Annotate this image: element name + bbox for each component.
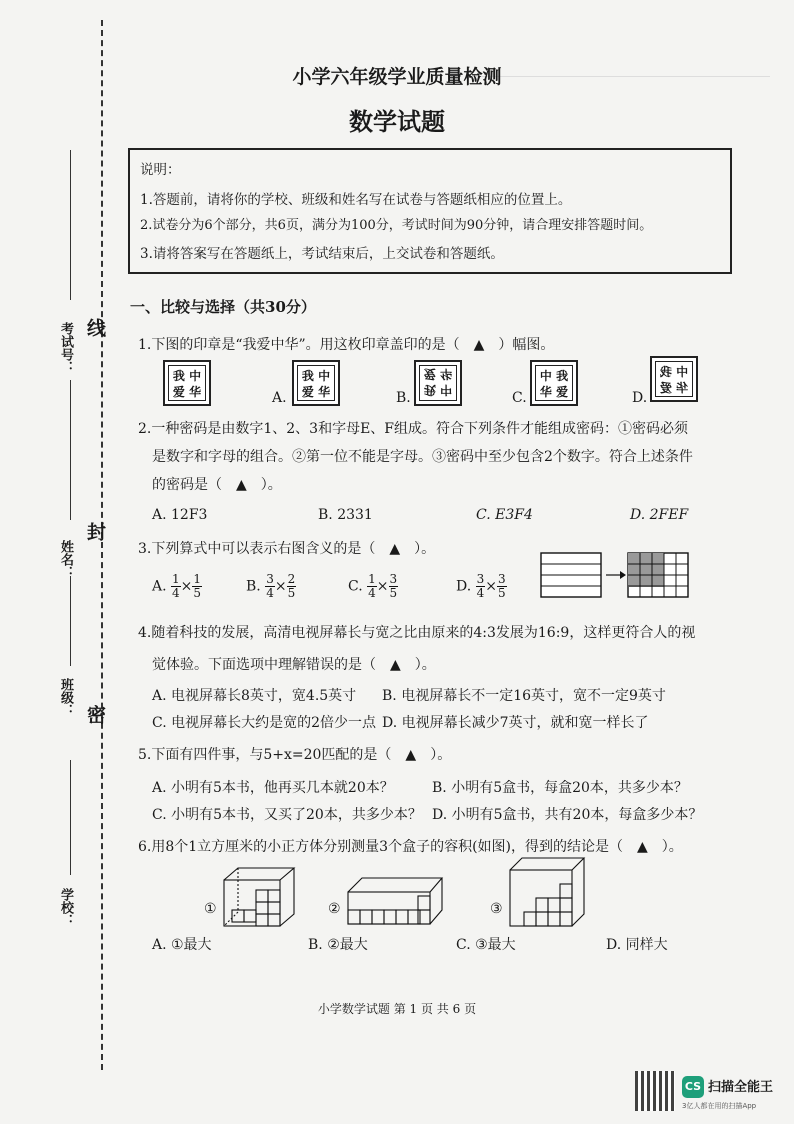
name-label: 姓名： <box>58 540 73 579</box>
q6-fig2-label: ② <box>328 901 341 917</box>
fraction: $\frac{1}{4}$ <box>368 572 376 600</box>
q4-option-c: C. 电视屏幕长大约是宽的2倍少一点 <box>152 715 377 731</box>
exam-title: 小学六年级学业质量检测 <box>292 66 502 88</box>
q1-stamp-original <box>163 360 211 406</box>
q3-option-b: B. $\frac{3}{4}$ × $\frac{2}{5}$ <box>246 572 296 600</box>
name-blank <box>70 380 71 520</box>
q1-option-a: A. <box>272 390 287 406</box>
q5-option-b: B. 小明有5盒书，每盒20本，共多少本？ <box>432 780 688 796</box>
q3-label-b: B. <box>246 578 261 595</box>
q6-option-c: C. ③最大 <box>456 937 516 953</box>
q1-option-d: D. <box>632 390 648 406</box>
q2-option-b: B. 2331 <box>318 507 373 523</box>
q2-line1: 2.一种密码是由数字1、2、3和字母E、F组成。符合下列条件才能组成密码：①密码必须 <box>138 421 689 437</box>
q1-stamp-b <box>414 360 462 406</box>
q1-stamp-a <box>292 360 340 406</box>
fraction: $\frac{1}{4}$ <box>172 572 180 600</box>
q4-option-d: D. 电视屏幕长减少7英寸，就和宽一样长了 <box>382 715 649 731</box>
fraction: $\frac{3}{5}$ <box>498 572 506 600</box>
instruction-1: 1.答题前，请将你的学校、班级和姓名写在试卷与答题纸相应的位置上。 <box>140 192 572 208</box>
exam-number-blank <box>70 150 71 300</box>
q2-line3: 的密码是（ ▲ ）。 <box>152 477 282 493</box>
q6-fig3-label: ③ <box>490 901 503 917</box>
school-blank <box>70 760 71 875</box>
q5-option-c: C. 小明有5本书，又买了20本，共多少本？ <box>152 807 422 823</box>
scanner-tagline: 3亿人都在用的扫描App <box>682 1102 757 1110</box>
fraction: $\frac{2}{5}$ <box>287 572 296 600</box>
instructions-heading: 说明： <box>140 162 181 178</box>
q6-box-2 <box>346 868 446 926</box>
class-blank <box>70 576 71 666</box>
instruction-3: 3.请将答案写在答题纸上，考试结束后，上交试卷和答题纸。 <box>140 246 504 262</box>
seal-feng: 封 <box>84 522 106 541</box>
stamp-bottom: 爱 华 <box>423 367 453 381</box>
q3-label-c: C. <box>348 578 363 595</box>
q2-option-a: A. 12F3 <box>152 507 208 523</box>
q4-option-a: A. 电视屏幕长8英寸，宽4.5英寸 <box>152 688 357 704</box>
q6-option-b: B. ②最大 <box>308 937 368 953</box>
q3-grid-figure <box>540 552 690 600</box>
q3-option-d: D. $\frac{3}{4}$ × $\frac{3}{5}$ <box>456 572 506 600</box>
q3-label-d: D. <box>456 578 472 595</box>
stamp-bottom: 华 爱 <box>539 385 569 399</box>
stamp-top: 我 中 <box>423 383 453 397</box>
stamp-top: 中 我 <box>659 365 689 379</box>
q1-stamp-c <box>530 360 578 406</box>
qr-code-icon <box>635 1071 675 1111</box>
seal-line: 线 <box>84 318 106 337</box>
q6-option-a: A. ①最大 <box>152 937 212 953</box>
q1-option-c: C. <box>512 390 527 406</box>
q3-text: 3.下列算式中可以表示右图含义的是（ ▲ ）。 <box>138 541 436 557</box>
q2-option-c: C. E3F4 <box>476 507 533 523</box>
fraction: $\frac{3}{4}$ <box>266 572 274 600</box>
stamp-bottom: 华 爱 <box>659 381 689 395</box>
q6-text: 6.用8个1立方厘米的小正方体分别测量3个盒子的容积(如图)，得到的结论是（ ▲ ）。 <box>138 839 683 855</box>
q1-option-b: B. <box>396 390 411 406</box>
fraction: $\frac{3}{4}$ <box>476 572 485 600</box>
stamp-bottom: 爱 华 <box>172 385 202 399</box>
q3-option-c: C. $\frac{1}{4}$ × $\frac{3}{5}$ <box>348 572 398 600</box>
q6-box-3 <box>508 856 586 928</box>
stamp-top: 中 我 <box>539 369 569 383</box>
q6-fig1-label: ① <box>204 901 217 917</box>
q4-line2: 觉体验。下面选项中理解错误的是（ ▲ ）。 <box>152 657 436 673</box>
stamp-top: 我 中 <box>172 369 202 383</box>
scanner-app-name: 扫描全能王 <box>708 1080 774 1095</box>
seal-mi: 密 <box>84 705 106 724</box>
q2-line2: 是数字和字母的组合。②第一位不能是字母。③密码中至少包含2个数字。符合上述条件 <box>152 449 693 465</box>
q6-option-d: D. 同样大 <box>606 937 668 953</box>
section-1-title: 一、比较与选择（共30分） <box>130 298 316 316</box>
camscanner-logo-icon: CS <box>682 1076 704 1098</box>
school-label: 学校： <box>58 888 73 927</box>
page-footer: 小学数学试题 第 1 页 共 6 页 <box>317 1002 477 1016</box>
q6-box-1 <box>222 866 302 928</box>
class-label: 班级： <box>58 678 73 717</box>
exam-number-label: 考试号： <box>58 322 73 374</box>
q5-option-a: A. 小明有5本书，他再买几本就20本？ <box>152 780 394 796</box>
fraction: $\frac{1}{5}$ <box>193 572 202 600</box>
q1-text: 1.下图的印章是“我爱中华”。用这枚印章盖印的是（ ▲ ）幅图。 <box>138 337 555 353</box>
stamp-bottom: 爱 华 <box>301 385 331 399</box>
q5-option-d: D. 小明有5盒书，共有20本，每盒多少本？ <box>432 807 703 823</box>
q3-option-a: A. $\frac{1}{4}$ × $\frac{1}{5}$ <box>152 572 202 600</box>
instructions-box <box>128 148 732 274</box>
stamp-top: 我 中 <box>301 369 331 383</box>
exam-subtitle: 数学试题 <box>349 107 445 136</box>
q4-option-b: B. 电视屏幕长不一定16英寸，宽不一定9英寸 <box>382 688 666 704</box>
fraction: $\frac{3}{5}$ <box>389 572 398 600</box>
q1-stamp-d <box>650 356 698 402</box>
instruction-2: 2.试卷分为6个部分，共6页，满分为100分，考试时间为90分钟，请合理安排答题时间。 <box>140 218 653 233</box>
q2-option-d: D. 2FEF <box>630 507 689 523</box>
q4-line1: 4.随着科技的发展，高清电视屏幕长与宽之比由原来的4:3发展为16:9，这样更符合人的视 <box>138 625 696 641</box>
q3-label-a: A. <box>152 578 167 595</box>
q5-text: 5.下面有四件事，与5+x=20匹配的是（ ▲ ）。 <box>138 747 452 763</box>
binding-dashed-line <box>101 20 103 1070</box>
